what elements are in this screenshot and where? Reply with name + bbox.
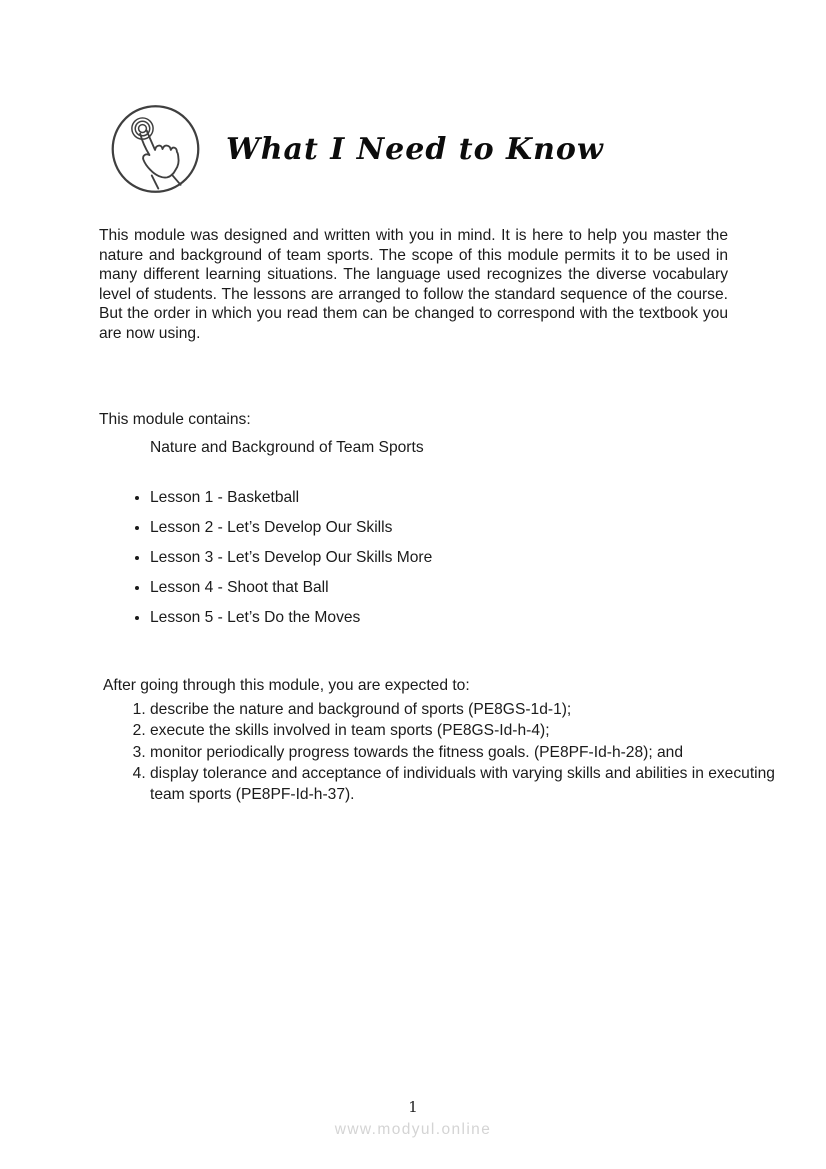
tap-hand-icon: [109, 102, 202, 196]
objectives-list: [99, 699, 783, 805]
watermark: www.modyul.online: [334, 1121, 492, 1138]
module-contains-label: This module contains:: [99, 411, 251, 428]
objectives-intro: After going through this module, you are expected to:: [103, 677, 470, 694]
lesson-item-4: • Lesson 4 - Shoot that Ball: [150, 579, 432, 598]
lesson-list: [99, 489, 432, 639]
lesson-item-5: • Lesson 5 - Let’s Do the Moves: [150, 609, 432, 628]
objective-item-3: 3. monitor periodically progress towards the fitness goals. (PE8PF-Id-h-28); and: [150, 742, 783, 763]
objective-item-1: 1. describe the nature and background of sports (PE8GS-1d-1);: [150, 699, 783, 720]
objective-item-4: 4. display tolerance and acceptance of individuals with varying skills and abilities in executing team sports (PE8PF-Id-h-37).: [150, 763, 783, 806]
page-title: What I Need to Know: [226, 132, 604, 167]
lesson-item-1: • Lesson 1 - Basketball: [150, 489, 432, 508]
lesson-item-3: • Lesson 3 - Let’s Develop Our Skills More: [150, 549, 432, 568]
module-topic: Nature and Background of Team Sports: [150, 439, 424, 456]
lesson-item-2: • Lesson 2 - Let’s Develop Our Skills: [150, 519, 432, 538]
intro-paragraph: This module was designed and written with you in mind. It is here to help you master the nature and background of team sports. The scope of this module permits it to be used in many different learning situations. The language used recognizes the diverse vocabulary level of students. The lessons are arranged to follow the standard sequence of the course. But the order in which you read them can be changed to correspond with the textbook you are now using.: [99, 227, 728, 342]
objective-item-2: 2. execute the skills involved in team sports (PE8GS-Id-h-4);: [150, 720, 783, 741]
page-number: 1: [408, 1098, 418, 1116]
